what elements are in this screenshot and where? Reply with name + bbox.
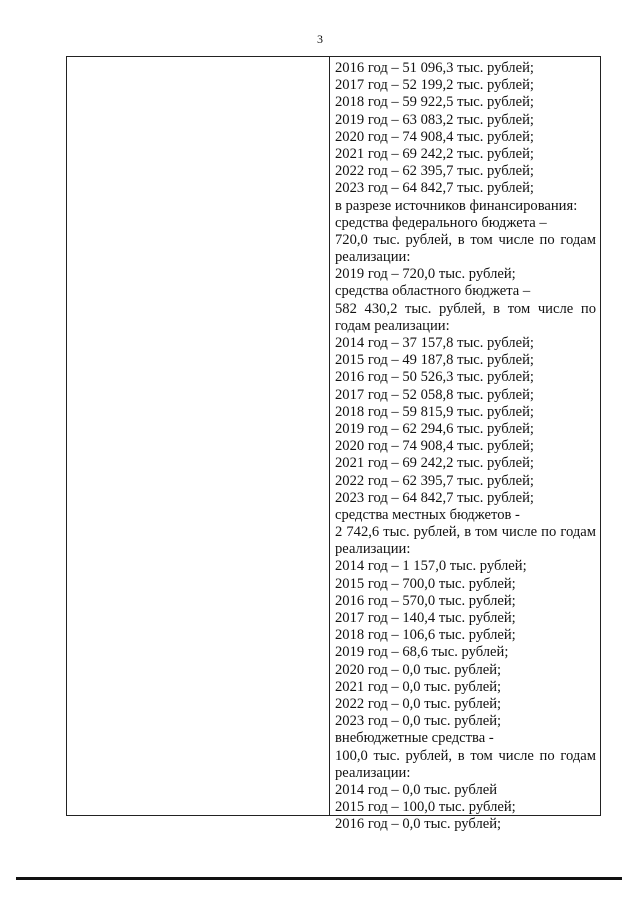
- text-line: 2014 год – 0,0 тыс. рублей: [335, 781, 498, 798]
- text-line: 2019 год – 63 083,2 тыс. рублей;: [335, 111, 534, 128]
- text-line: 2018 год – 106,6 тыс. рублей;: [335, 627, 516, 644]
- text-line: 2020 год – 74 908,4 тыс. рублей;: [335, 128, 534, 145]
- footer-rule: [16, 877, 622, 880]
- text-line: средства местных бюджетов -: [335, 506, 520, 523]
- text-line: 2015 год – 49 187,8 тыс. рублей;: [335, 352, 534, 369]
- text-line: 2022 год – 62 395,7 тыс. рублей;: [335, 163, 534, 180]
- text-line: 2023 год – 64 842,7 тыс. рублей;: [335, 489, 534, 506]
- text-line: реализации:: [335, 541, 411, 558]
- text-line: в разрезе источников финансирования:: [335, 197, 578, 214]
- text-line: 2017 год – 52 058,8 тыс. рублей;: [335, 386, 534, 403]
- text-line: 2017 год – 140,4 тыс. рублей;: [335, 610, 516, 626]
- text-line: средства федерального бюджета –: [335, 214, 547, 231]
- text-line: 2023 год – 0,0 тыс. рублей;: [335, 713, 502, 730]
- text-line: 2020 год – 74 908,4 тыс. рублей;: [335, 438, 534, 455]
- text-line: 720,0 тыс. рублей, в том числе по годам: [335, 231, 596, 248]
- text-line: 2022 год – 0,0 тыс. рублей;: [335, 695, 502, 712]
- text-line: 2016 год – 51 096,3 тыс. рублей;: [335, 60, 534, 76]
- funding-table: [66, 56, 601, 833]
- text-line: 2020 год – 0,0 тыс. рублей;: [335, 661, 502, 678]
- page-number: 3: [317, 32, 323, 46]
- text-line: 2018 год – 59 922,5 тыс. рублей;: [335, 94, 534, 111]
- text-line: годам реализации:: [335, 317, 450, 334]
- text-line: 2017 год – 52 199,2 тыс. рублей;: [335, 77, 534, 94]
- text-line: 2 742,6 тыс. рублей, в том числе по годам: [335, 524, 596, 541]
- text-line: 582 430,2 тыс. рублей, в том числе по: [335, 300, 596, 317]
- text-line: 2019 год – 68,6 тыс. рублей;: [335, 644, 509, 661]
- text-line: 2021 год – 69 242,2 тыс. рублей;: [335, 145, 534, 162]
- text-line: 2019 год – 62 294,6 тыс. рублей;: [335, 420, 534, 437]
- text-line: 2022 год – 62 395,7 тыс. рублей;: [335, 472, 534, 489]
- table-left-cell: [67, 57, 330, 815]
- text-line: реализации:: [335, 764, 411, 781]
- text-line: 2021 год – 69 242,2 тыс. рублей;: [335, 455, 534, 472]
- text-line: внебюджетные средства -: [335, 730, 494, 747]
- text-line: 2021 год – 0,0 тыс. рублей;: [335, 678, 502, 695]
- text-line: 2016 год – 570,0 тыс. рублей;: [335, 592, 516, 609]
- text-line: 2023 год – 64 842,7 тыс. рублей;: [335, 180, 534, 197]
- text-line: 2015 год – 700,0 тыс. рублей;: [335, 575, 516, 592]
- text-line: реализации:: [335, 249, 411, 266]
- text-line: 2018 год – 59 815,9 тыс. рублей;: [335, 403, 534, 420]
- text-line: 2014 год – 37 157,8 тыс. рублей;: [335, 335, 534, 351]
- text-line: 2019 год – 720,0 тыс. рублей;: [335, 266, 516, 283]
- text-line: 2016 год – 0,0 тыс. рублей;: [335, 816, 502, 833]
- table-right-cell: [330, 57, 600, 833]
- text-line: 2016 год – 50 526,3 тыс. рублей;: [335, 369, 534, 386]
- text-line: 2015 год – 100,0 тыс. рублей;: [335, 799, 516, 816]
- text-line: 2014 год – 1 157,0 тыс. рублей;: [335, 558, 527, 575]
- text-line: средства областного бюджета –: [335, 283, 531, 300]
- text-line: 100,0 тыс. рублей, в том числе по годам: [335, 747, 596, 764]
